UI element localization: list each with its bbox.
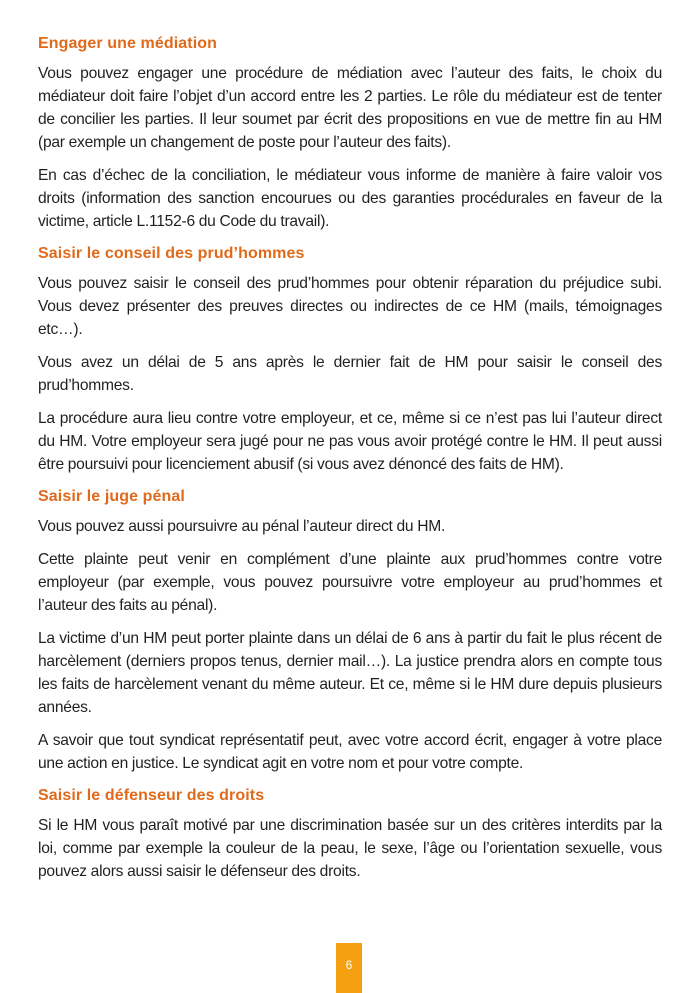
section-heading-defenseur-droits: Saisir le défenseur des droits: [38, 787, 265, 804]
paragraph: Vous pouvez engager une procédure de médiation avec l’auteur des faits, le choix du médiateur doit faire l’objet d’un accord entre les 2 parties. Le rôle du médiateur est de tenter de concilier les parties. Il leur soumet par écrit des propositions en vue de mettre fin au HM (par exemple un changement de poste pour l’auteur des faits).: [38, 65, 662, 151]
paragraph: En cas d’échec de la conciliation, le médiateur vous informe de manière à faire valoir vos droits (information des sanction encourues ou des garanties procédurales en faveur de la victime, article L.1152-6 du Code du travail).: [38, 167, 662, 230]
document-page: [38, 33, 662, 891]
paragraph: La victime d’un HM peut porter plainte dans un délai de 6 ans à partir du fait le plus récent de harcèlement (derniers propos tenus, dernier mail…). La justice prendra alors en compte tous les faits de harcèlement venant du même auteur. Et ce, même si le HM dure depuis plusieurs années.: [38, 630, 662, 716]
page-number: 6: [345, 958, 353, 972]
paragraph: Cette plainte peut venir en complément d’une plainte aux prud’hommes contre votre employeur (par exemple, vous pouvez poursuivre votre employeur au prud’hommes et l’auteur des faits au pénal).: [38, 551, 662, 614]
paragraph: Vous pouvez saisir le conseil des prud’hommes pour obtenir réparation du préjudice subi. Vous devez présenter des preuves directes ou indirectes de ce HM (mails, témoignages etc…).: [38, 275, 662, 338]
paragraph: A savoir que tout syndicat représentatif peut, avec votre accord écrit, engager à votre place une action en justice. Le syndicat agit en votre nom et pour votre compte.: [38, 732, 662, 772]
paragraph: Vous pouvez aussi poursuivre au pénal l’auteur direct du HM.: [38, 518, 446, 535]
paragraph: Vous avez un délai de 5 ans après le dernier fait de HM pour saisir le conseil des prud’hommes.: [38, 354, 662, 394]
page-number-badge: [336, 943, 362, 993]
section-heading-mediation: Engager une médiation: [38, 35, 218, 52]
paragraph: La procédure aura lieu contre votre employeur, et ce, même si ce n’est pas lui l’auteur direct du HM. Votre employeur sera jugé pour ne pas vous avoir protégé contre le HM. Il peut aussi être poursuivi pour licenciement abusif (si vous avez dénoncé des faits de HM).: [38, 410, 662, 473]
paragraph: Si le HM vous paraît motivé par une discrimination basée sur un des critères interdits par la loi, comme par exemple la couleur de la peau, le sexe, l’âge ou l’orientation sexuelle, vous pouvez alors aussi saisir le défenseur des droits.: [38, 817, 662, 880]
section-heading-prudhommes: Saisir le conseil des prud’hommes: [38, 245, 305, 262]
section-heading-juge-penal: Saisir le juge pénal: [38, 488, 185, 505]
